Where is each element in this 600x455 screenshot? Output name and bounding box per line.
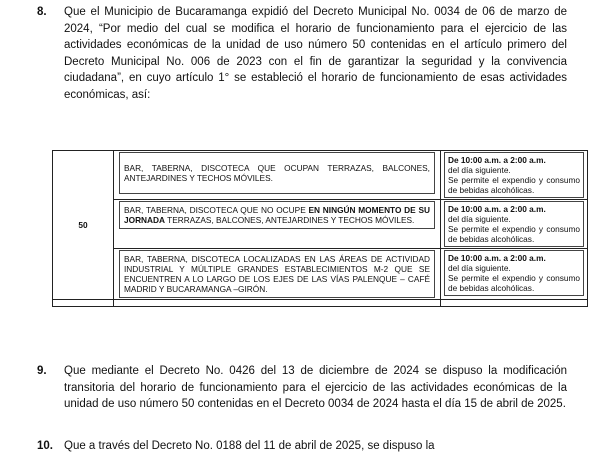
item-number: 8.: [37, 6, 47, 18]
table-spacer-row: [53, 300, 588, 307]
item-number: 10.: [37, 440, 53, 452]
hours-sub: del día siguiente.: [448, 165, 511, 175]
item-number: 9.: [37, 365, 47, 377]
activity-text: BAR, TABERNA, DISCOTECA LOCALIZADAS EN LAS ÁREAS DE ACTIVIDAD INDUSTRIAL Y MÚLTIPLE GRANDES ESTABLECIMIENTOS M-2 QUE SE ENCUENTREN A LO LARGO DE LOS EJES DE LAS VÍAS PALENQUE – CAFÉ MADRID Y BUCARAMANGA –GIRÓN.: [124, 254, 430, 294]
item-text: Que a través del Decreto No. 0188 del 11 de abril de 2025, se dispuso la: [64, 440, 435, 452]
activity-text: BAR, TABERNA, DISCOTECA QUE OCUPAN TERRAZAS, BALCONES, ANTEJARDINES Y TECHOS MÓVILES.: [124, 163, 430, 183]
hours-sub: del día siguiente.: [448, 214, 511, 224]
unit-cell: 50: [53, 151, 114, 300]
decree-schedule-table: [52, 150, 588, 307]
hours-cell: [441, 200, 588, 249]
hours-sub: del día siguiente.: [448, 263, 511, 273]
activity-text: BAR, TABERNA, DISCOTECA QUE NO OCUPE: [124, 205, 309, 215]
hours-range: De 10:00 a.m. a 2:00 a.m.: [448, 204, 546, 214]
table-row: [53, 200, 588, 249]
hours-cell: [441, 151, 588, 200]
item-text: Que el Municipio de Bucaramanga expidió del Decreto Municipal No. 0034 de 06 de marzo de 2024, “Por medio del cual se modifica el horario de funcionamiento para el ejercicio de las actividades económicas de la unidad de uso número 50 contenidas en el artículo primero del Decreto Municipal No. 006 de 2023 con el fin de garantizar la seguridad y la convivencia ciudadana”, en cuyo artículo 1° se estableció el horario de funcionamiento de esas actividades económicas, así:: [64, 6, 567, 101]
considerando-9: [37, 363, 567, 413]
alcohol-note: Se permite el expendio y consumo de bebidas alcohólicas.: [448, 224, 580, 244]
alcohol-note: Se permite el expendio y consumo de bebidas alcohólicas.: [448, 273, 580, 293]
considerando-8: [37, 4, 567, 104]
activity-cell: [114, 249, 441, 300]
hours-cell: [441, 249, 588, 300]
activity-emphasis: EN NINGÚN MOMENTO DE SU JORNADA: [124, 205, 430, 225]
activity-cell: [114, 200, 441, 249]
table-row: [53, 151, 588, 200]
alcohol-note: Se permite el expendio y consumo de bebidas alcohólicas.: [448, 175, 580, 195]
activity-cell: [114, 151, 441, 200]
activity-text-cont: TERRAZAS, BALCONES, ANTEJARDINES Y TECHOS MÓVILES.: [165, 215, 415, 225]
item-text: Que mediante el Decreto No. 0426 del 13 de diciembre de 2024 se dispuso la modificación transitoria del horario de funcionamiento para el ejercicio de las actividades económicas de la unidad de uso número 50 contenidas en el Decreto 0034 de 2024 hasta el día 15 de abril de 2025.: [64, 365, 567, 411]
hours-range: De 10:00 a.m. a 2:00 a.m.: [448, 253, 546, 263]
hours-range: De 10:00 a.m. a 2:00 a.m.: [448, 155, 546, 165]
table-row: [53, 249, 588, 300]
considerando-10: [37, 438, 567, 455]
